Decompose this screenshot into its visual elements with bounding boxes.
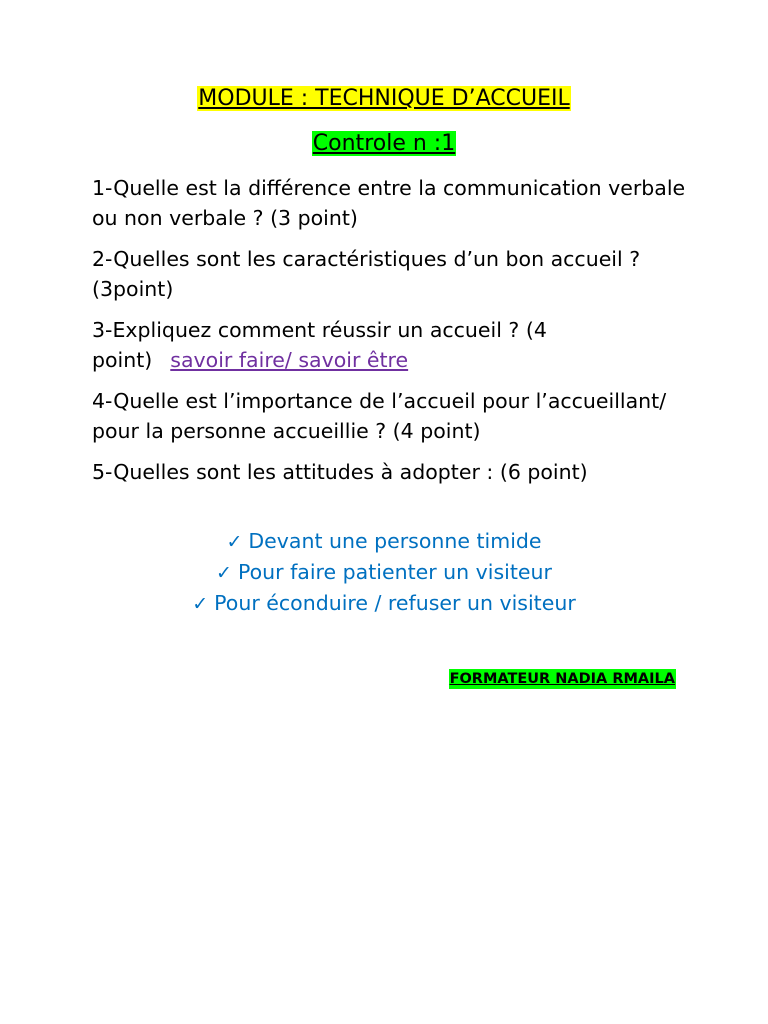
question-3-text: 3-Expliquez comment réussir un accueil ? (4 point) [92,318,547,372]
module-title: MODULE : TECHNIQUE D’ACCUEIL [198,86,570,111]
checklist-item-text: Pour éconduire / refuser un visiteur [214,591,576,615]
module-title-line [0,85,768,113]
checklist-item-text: Pour faire patienter un visiteur [237,560,552,584]
control-title: Controle n :1 [312,131,456,156]
attitude-checklist [0,526,768,619]
checkmark-icon: ✓ [226,531,243,553]
checklist-item [0,588,768,619]
question-1-text: 1-Quelle est la différence entre la communication verbale ou non verbale ? (3 point) [92,176,686,230]
question-1 [92,174,692,233]
trainer-signature: FORMATEUR NADIA RMAILA [449,671,675,687]
checklist-item [0,557,768,588]
control-title-line [0,130,768,158]
question-5 [92,458,692,488]
checklist-item-text: Devant une personne timide [248,529,542,553]
question-4 [92,387,692,446]
savoir-link[interactable]: savoir faire/ savoir être [170,347,409,372]
question-3 [92,316,692,375]
question-4-text: 4-Quelle est l’importance de l’accueil pour l’accueillant/ pour la personne accueillie ? (4 point) [92,389,667,443]
checkmark-icon: ✓ [192,593,209,615]
checkmark-icon: ✓ [216,562,232,584]
question-2 [92,245,692,304]
checklist-item [0,526,768,557]
question-list [92,174,692,500]
question-5-text: 5-Quelles sont les attitudes à adopter : (6 point) [92,460,588,484]
question-2-text: 2-Quelles sont les caractéristiques d’un bon accueil ? (3point) [92,247,641,301]
